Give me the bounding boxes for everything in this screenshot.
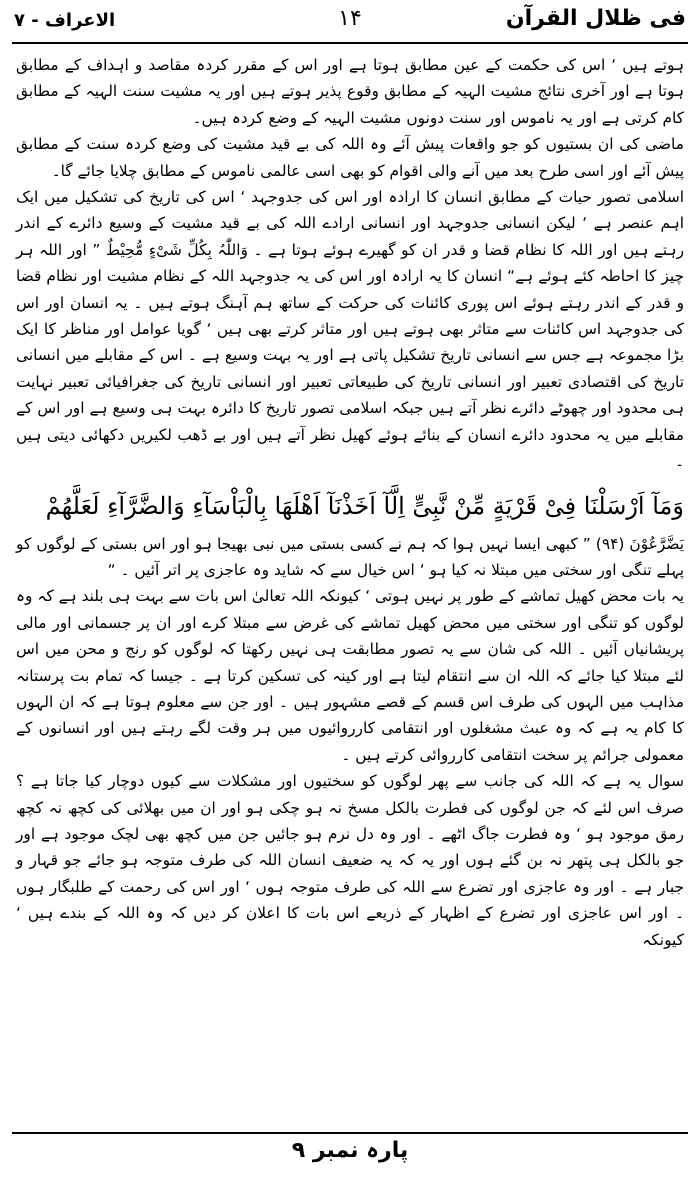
page-header — [14, 6, 686, 42]
paragraph-2: ماضی کی ان بستیوں کو جو واقعات پیش آئے وہ اللہ کی بے قید مشیت کی وضع کردہ سنت کے مطابق پیش آئے اور اسی طرح بعد میں آنے والی اقوام کو بھی اسی عالمی ناموس کے مطابق چلایا جائے گا۔ — [16, 135, 684, 180]
paragraph-6: سوال یہ ہے کہ اللہ کی جانب سے پھر لوگوں کو سختیوں اور مشکلات سے کیوں دوچار کیا جاتا ہے ؟ صرف اس لئے کہ جن لوگوں کی فطرت بالکل مسخ نہ ہو چکی ہو اور ان میں بھلائی کی کچھ نہ کچھ رمق موجود ہو ‘ وہ فطرت جاگ اٹھے ۔ اور وہ دل نرم ہو جائیں جن میں کچھ بھی لچک موجود ہے اور جو بالکل ہی پتھر نہ بن گئے ہوں اور یہ کہ یہ ضعیف انسان اللہ کی طرف متوجہ ہو جائے جو قہار و جبار ہے ۔ اور وہ عاجزی اور تضرع سے اللہ کی طرف متوجہ ہوں ‘ اور اس کی رحمت کے طلبگار ہوں ۔ اور اس عاجزی اور تضرع کے اظہار کے ذریعے اس بات کا اعلان کر دیں کہ وہ اللہ کے بندے ہیں ‘ کیونکہ — [16, 772, 684, 949]
para-number-footer: پارہ نمبر ۹ — [291, 1138, 409, 1163]
header-divider — [12, 42, 688, 44]
paragraph-3: اسلامی تصور حیات کے مطابق انسان کا ارادہ اور اس کی جدوجہد ‘ اس کی تاریخ کی تشکیل میں ایک اہم عنصر ہے ‘ لیکن انسانی جدوجہد اور انسانی ارادے اللہ کی بے قید مشیت کے وسیع دائرے کے اندر رہتے ہیں اور اللہ کا نظام قضا و قدر ان کو گھیرے ہوئے ہوتا ہے ۔ وَاللّٰہُ بِکُلِّ شَیْءٍ مُّحِیْطٌ ” اور اللہ ہر چیز کا احاطہ کئے ہوئے ہے“ انسان کا یہ ارادہ اور اس کی یہ جدوجہد اللہ کے نظام مشیت اور نظام قضا و قدر کے اندر رہتے ہوئے اس پوری کائنات کی حرکت کے ساتھ ہم آہنگ ہوتے ہیں ۔ یہ انسان اور اس کی جدوجہد اس کائنات سے متاثر بھی ہوتے ہیں اور متاثر کرتے بھی ہیں ‘ گویا عوامل اور مناظر کا ایک بڑا مجموعہ ہے جس سے انسانی تاریخ تشکیل پاتی ہے اور یہ بہت وسیع ہے ۔ اس کے مقابلے میں انسانی تاریخ کی اقتصادی تعبیر اور انسانی تاریخ کی طبیعاتی تعبیر اور انسانی تاریخ کی جغرافیائی تعبیر نہایت ہی محدود اور چھوٹے دائرے نظر آتے ہیں جبکہ اسلامی تصور تاریخ کا دائرہ بہت ہی وسیع ہے اور اس کے مقابلے میں یہ محدود دائرے انسان کے بنائے ہوئے کھیل نظر آتے ہیں اور بے ڈھب لکیریں دکھائی دیتی ہیں ۔ — [16, 188, 684, 471]
book-title: فی ظلال القرآن — [505, 6, 686, 31]
page-number: ۱۴ — [338, 6, 362, 31]
footer-divider — [12, 1132, 688, 1134]
page-body — [16, 52, 684, 953]
paragraph-4: یَضَّرَّعُوْنَ (۹۴) ” کبھی ایسا نہیں ہوا کہ ہم نے کسی بستی میں نبی بھیجا ہو اور اس بستی کے لوگوں کو پہلے تنگی اور سختی میں مبتلا نہ کیا ہو ‘ اس خیال سے کہ شاید وہ عاجزی پر اتر آئیں ۔ “ — [16, 534, 684, 579]
surah-name: الاعراف - ۷ — [14, 10, 116, 31]
paragraph-1: ہوتے ہیں ‘ اس کی حکمت کے عین مطابق ہوتا ہے اور اس کے مقرر کردہ مقاصد و اہداف کے مطابق ہوتا ہے اور آخری نتائج مشیت الہیہ کے مطابق وقوع پذیر ہوتے ہیں اور یہ مشیت سنت الہیہ کے مطابق کام کرتی ہے اور یہ ناموس اور سنت دونوں مشیت الہیہ کے وضع کردہ ہیں۔ — [16, 56, 684, 127]
quran-verse: وَمَآ اَرْسَلْنَا فِیْ قَرْیَةٍ مِّنْ نَّبِیٍّ اِلَّآ اَخَذْنَآ اَھْلَھَا بِالْبَاْسَآءِ وَالضَّرَّآءِ لَعَلَّھُمْ — [45, 491, 684, 520]
paragraph-5: یہ بات محض کھیل تماشے کے طور پر نہیں ہوتی ‘ کیونکہ اللہ تعالیٰ اس بات سے بہت ہی بلند ہے کہ وہ لوگوں کو تنگی اور سختی میں محض کھیل تماشے کی غرض سے مبتلا کرے اور ان پر جسمانی اور مالی پریشانیاں آئیں ۔ اللہ کی شان سے یہ تصور مطابقت ہی نہیں رکھتا کہ لوگوں کو رنج و محن میں اس لئے مبتلا کیا جائے کہ اللہ ان سے انتقام لیتا ہے اور کینہ کی تسکین کرتا ہے ۔ جیسا کہ تمام بت پرستانہ مذاہب میں الہوں کی طرف اس قسم کے قصے مشہور ہیں ۔ اور جن سے معلوم ہوتا ہے کہ ان الہوں کا کام یہ ہے کہ وہ عبث مشغلوں اور انتقامی کارروائیوں میں ہر وقت لگے رہتے ہیں اور انسانوں کے معمولی جرائم پر سخت انتقامی کارروائی کرتے ہیں ۔ — [16, 587, 684, 764]
